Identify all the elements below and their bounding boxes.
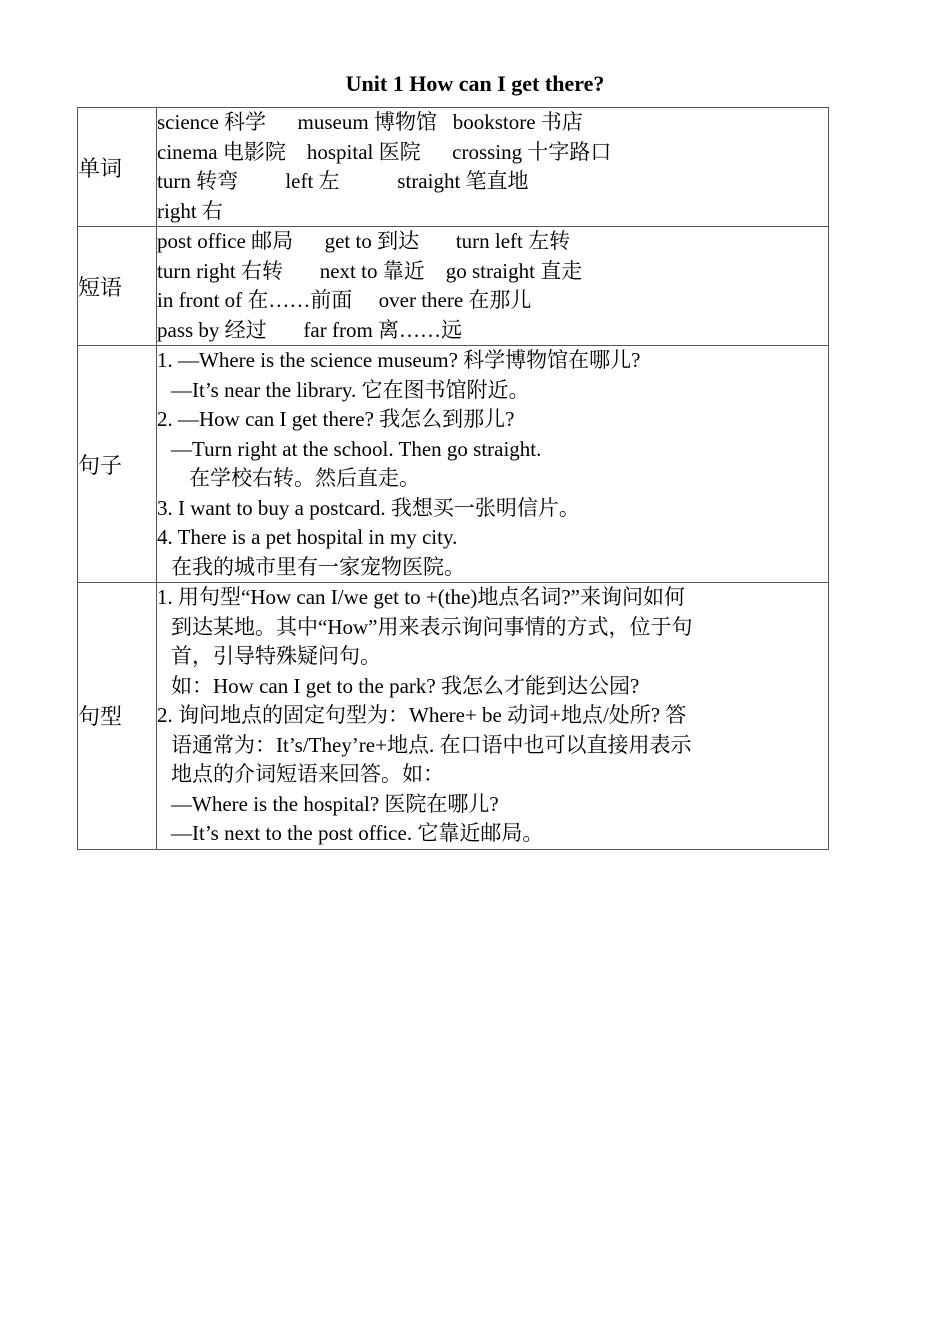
content-line: 在学校右转。然后直走。 (189, 466, 420, 490)
row-content (157, 227, 829, 346)
table-row (78, 108, 829, 227)
row-heading: 短语 (78, 227, 157, 346)
content-line: 2. —How can I get there? 我怎么到那儿? (157, 407, 515, 431)
row-heading: 单词 (78, 108, 157, 227)
content-line: cinema 电影院 hospital 医院 crossing 十字路口 (157, 139, 612, 164)
table-row (78, 227, 829, 346)
content-line: —It’s near the library. 它在图书馆附近。 (171, 377, 530, 402)
table-row (78, 583, 829, 850)
content-line: 2. 询问地点的固定句型为：Where+ be 动词+地点/处所? 答 (157, 703, 687, 727)
content-line: —It’s next to the post office. 它靠近邮局。 (171, 821, 544, 845)
content-line: 1. 用句型“How can I/we get to +(the)地点名词?”来询问如何 (157, 585, 685, 609)
row-content (157, 346, 829, 583)
content-line: 4. There is a pet hospital in my city. (157, 525, 458, 549)
row-heading: 句子 (78, 346, 157, 583)
page-title: Unit 1 How can I get there? (345, 71, 605, 96)
content-line: —Turn right at the school. Then go straight. (171, 436, 542, 461)
content-line: in front of 在……前面 over there 在那儿 (157, 288, 532, 312)
content-line: turn 转弯 left 左 straight 笔直地 (157, 169, 529, 193)
content-line: pass by 经过 far from 离……远 (157, 317, 463, 342)
content-line: 到达某地。其中“How”用来表示询问事情的方式，位于句 (171, 614, 693, 639)
content-line: post office 邮局 get to 到达 turn left 左转 (157, 229, 571, 253)
row-content (157, 108, 829, 227)
content-line: 1. —Where is the science museum? 科学博物馆在哪儿? (157, 348, 641, 372)
content-line: right 右 (157, 198, 223, 223)
content-line: —Where is the hospital? 医院在哪儿? (171, 791, 499, 816)
content-line: 在我的城市里有一家宠物医院。 (171, 554, 465, 579)
row-heading: 句型 (78, 583, 157, 850)
table-row (78, 346, 829, 583)
summary-table (77, 107, 829, 850)
row-content (157, 583, 829, 850)
content-line: 3. I want to buy a postcard. 我想买一张明信片。 (157, 495, 580, 520)
content-line: 语通常为：It’s/They’re+地点. 在口语中也可以直接用表示 (171, 732, 692, 757)
table-body (78, 108, 829, 850)
content-line: 如：How can I get to the park? 我怎么才能到达公园? (171, 673, 640, 698)
content-line: science 科学 museum 博物馆 bookstore 书店 (157, 110, 583, 134)
content-line: 首，引导特殊疑问句。 (171, 644, 381, 668)
content-line: turn right 右转 next to 靠近 go straight 直走 (157, 258, 583, 283)
content-line: 地点的介词短语来回答。如： (171, 762, 444, 786)
